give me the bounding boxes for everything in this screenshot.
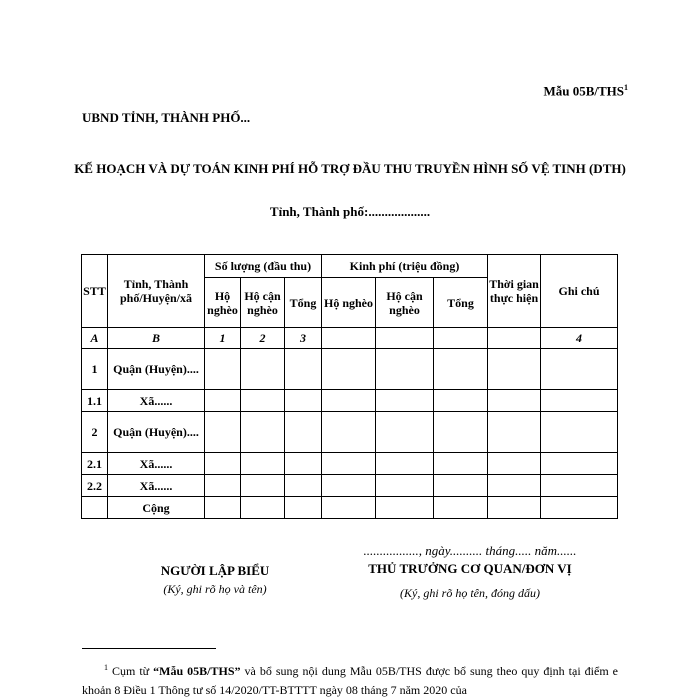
empty-cell [322, 453, 376, 475]
empty-cell [205, 390, 241, 412]
empty-cell [434, 390, 488, 412]
empty-cell [285, 412, 322, 453]
empty-cell [541, 475, 618, 497]
empty-cell [82, 497, 108, 519]
header-quantity-group: Số lượng (đầu thu) [205, 255, 322, 278]
footnote [82, 658, 618, 700]
table-header-row [82, 255, 618, 278]
table-index-row [82, 328, 618, 349]
empty-cell [488, 349, 541, 390]
index-cell [322, 328, 376, 349]
empty-cell [322, 497, 376, 519]
empty-cell [285, 349, 322, 390]
row-name: Xã...... [108, 453, 205, 475]
empty-cell [241, 349, 285, 390]
table-total-row [82, 497, 618, 519]
empty-cell [376, 412, 434, 453]
table-row [82, 475, 618, 497]
empty-cell [241, 412, 285, 453]
index-cell: A [82, 328, 108, 349]
empty-cell [322, 475, 376, 497]
empty-cell [205, 497, 241, 519]
footnote-text: và bổ sung nội dung Mẫu 05B/THS được bổ sung theo quy định tại điểm e khoản 8 Điều 1 Thông tư số 14/2020/TT-BTTTT ngày 08 tháng 7 năm 2020 của [82, 664, 618, 697]
footnote-mark: 1 [104, 663, 108, 672]
footnote-divider [82, 648, 216, 649]
row-stt: 2.2 [82, 475, 108, 497]
empty-cell [241, 453, 285, 475]
form-code [543, 83, 628, 99]
empty-cell [376, 453, 434, 475]
document-subtitle: Tỉnh, Thành phố:................... [269, 204, 431, 219]
empty-cell [322, 349, 376, 390]
subheader-budget-near-poor: Hộ cận nghèo [376, 278, 434, 328]
subheader-budget-poor: Hộ nghèo [322, 278, 376, 328]
form-code-footnote-mark: 1 [624, 83, 628, 92]
empty-cell [376, 349, 434, 390]
empty-cell [541, 453, 618, 475]
empty-cell [205, 412, 241, 453]
index-cell [376, 328, 434, 349]
table-row [82, 453, 618, 475]
preparer-title: NGƯỜI LẬP BIỂU [160, 563, 270, 578]
row-stt: 1 [82, 349, 108, 390]
table-row [82, 390, 618, 412]
row-name: Quận (Huyện).... [108, 412, 205, 453]
empty-cell [541, 412, 618, 453]
index-cell: B [108, 328, 205, 349]
row-name: Quận (Huyện).... [108, 349, 205, 390]
empty-cell [322, 390, 376, 412]
preparer-signature-block [110, 563, 320, 597]
header-note: Ghi chú [541, 255, 618, 328]
empty-cell [488, 412, 541, 453]
empty-cell [541, 390, 618, 412]
empty-cell [434, 497, 488, 519]
empty-cell [285, 453, 322, 475]
subheader-budget-total: Tổng [434, 278, 488, 328]
index-cell: 4 [541, 328, 618, 349]
header-time: Thời gian thực hiện [488, 255, 541, 328]
form-code-text: Mẫu 05B/THS [543, 83, 624, 99]
footnote-lead: Cụm từ [108, 664, 154, 678]
subheader-quantity-total: Tổng [285, 278, 322, 328]
empty-cell [241, 497, 285, 519]
date-line: ................., ngày.......... tháng..... năm...... [363, 543, 577, 558]
empty-cell [241, 390, 285, 412]
row-name: Xã...... [108, 475, 205, 497]
footnote-quoted: “Mẫu 05B/THS” [153, 664, 241, 678]
document-title: KẾ HOẠCH VÀ DỰ TOÁN KINH PHÍ HỖ TRỢ ĐẦU THU TRUYỀN HÌNH SỐ VỆ TINH (DTH) [74, 161, 626, 176]
total-label: Cộng [108, 497, 205, 519]
empty-cell [434, 475, 488, 497]
row-stt: 1.1 [82, 390, 108, 412]
empty-cell [488, 390, 541, 412]
empty-cell [205, 453, 241, 475]
preparer-note: (Ký, ghi rõ họ và tên) [163, 582, 267, 596]
head-note: (Ký, ghi rõ họ tên, đóng dấu) [400, 586, 540, 600]
empty-cell [241, 475, 285, 497]
index-cell [434, 328, 488, 349]
index-cell [488, 328, 541, 349]
empty-cell [488, 453, 541, 475]
empty-cell [205, 349, 241, 390]
table-row [82, 349, 618, 390]
header-stt: STT [82, 255, 108, 328]
row-stt: 2 [82, 412, 108, 453]
table-row [82, 412, 618, 453]
index-cell: 1 [205, 328, 241, 349]
index-cell: 3 [285, 328, 322, 349]
empty-cell [285, 390, 322, 412]
empty-cell [541, 497, 618, 519]
empty-cell [541, 349, 618, 390]
row-name: Xã...... [108, 390, 205, 412]
empty-cell [376, 390, 434, 412]
header-budget-group: Kinh phí (triệu đồng) [322, 255, 488, 278]
agency-name: UBND TỈNH, THÀNH PHỐ... [82, 110, 251, 125]
head-title: THỦ TRƯỞNG CƠ QUAN/ĐƠN VỊ [368, 561, 572, 576]
empty-cell [205, 475, 241, 497]
empty-cell [285, 475, 322, 497]
row-stt: 2.1 [82, 453, 108, 475]
empty-cell [434, 349, 488, 390]
empty-cell [434, 412, 488, 453]
empty-cell [376, 497, 434, 519]
header-area: Tỉnh, Thành phố/Huyện/xã [108, 255, 205, 328]
subheader-quantity-poor: Hộ nghèo [205, 278, 241, 328]
empty-cell [434, 453, 488, 475]
index-cell: 2 [241, 328, 285, 349]
empty-cell [285, 497, 322, 519]
empty-cell [322, 412, 376, 453]
empty-cell [488, 475, 541, 497]
subheader-quantity-near-poor: Hộ cận nghèo [241, 278, 285, 328]
budget-table [81, 254, 618, 519]
head-signature-block [340, 543, 600, 601]
empty-cell [376, 475, 434, 497]
empty-cell [488, 497, 541, 519]
